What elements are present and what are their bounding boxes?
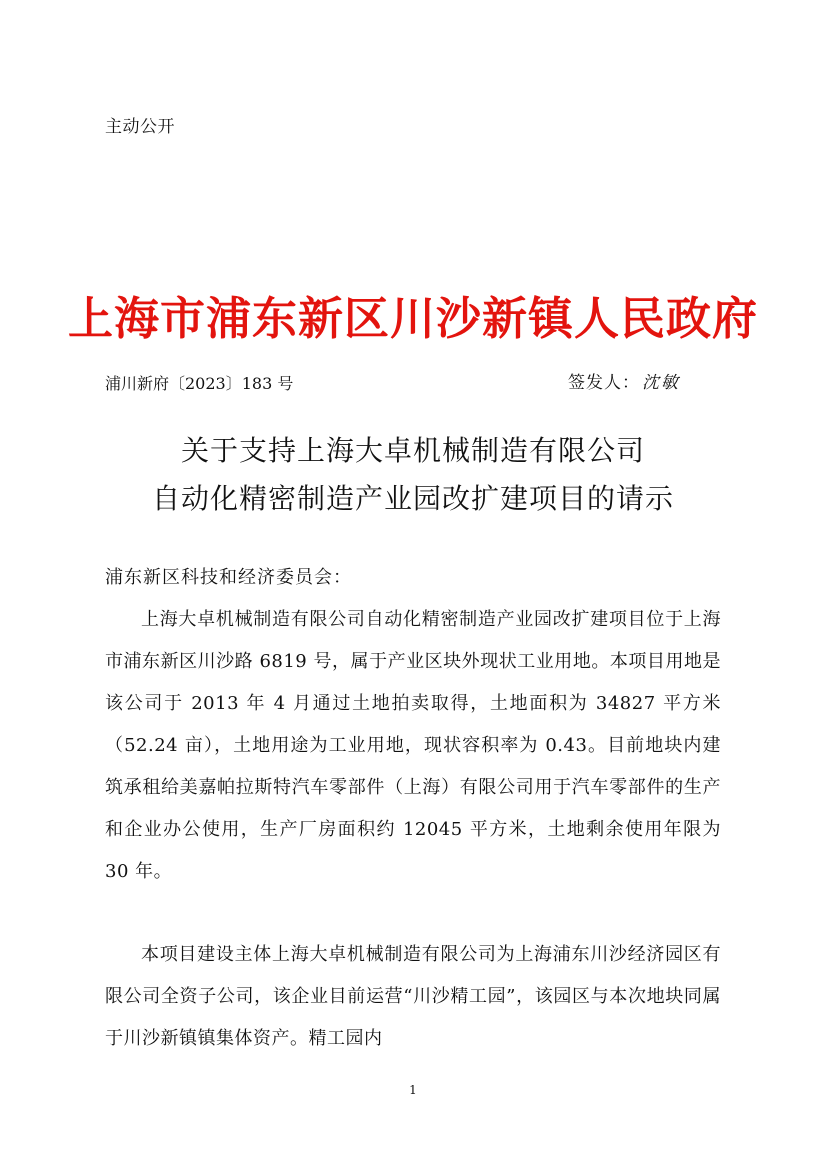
body-paragraph: 上海大卓机械制造有限公司自动化精密制造产业园改扩建项目位于上海市浦东新区川沙路 6819 号，属于产业区块外现状工业用地。本项目用地是该公司于 2013 年 4 月通过土地拍卖取得，土地面积为 34827 平方米（52.24 亩），土地用途为工业用地，现状容积率为 0.43。目前地块内建筑承租给美嘉帕拉斯特汽车零部件（上海）有限公司用于汽车零部件的生产和企业办公使用，生产厂房面积约 12045 平方米，土地剩余使用年限为 30 年。 — [105, 609, 721, 882]
disclosure-label: 主动公开 — [105, 117, 175, 137]
signer-label: 签发人： — [568, 373, 640, 393]
addressee: 浦东新区科技和经济委员会： — [105, 567, 352, 588]
page-number: 1 — [409, 1083, 417, 1097]
issuing-agency-title: 上海市浦东新区川沙新镇人民政府 — [67, 292, 758, 345]
body-paragraph: 本项目建设主体上海大卓机械制造有限公司为上海浦东川沙经济园区有限公司全资子公司，该企业目前运营“川沙精工园”，该园区与本次地块同属于川沙新镇镇集体资产。精工园内 — [105, 944, 721, 1049]
signer-signature: 沈敏 — [642, 373, 680, 393]
document-title-line-2: 自动化精密制造产业园改扩建项目的请示 — [151, 482, 674, 515]
document-number: 浦川新府〔2023〕183 号 — [105, 374, 294, 393]
document-title-line-1: 关于支持上海大卓机械制造有限公司 — [180, 434, 645, 467]
signer — [568, 368, 680, 393]
